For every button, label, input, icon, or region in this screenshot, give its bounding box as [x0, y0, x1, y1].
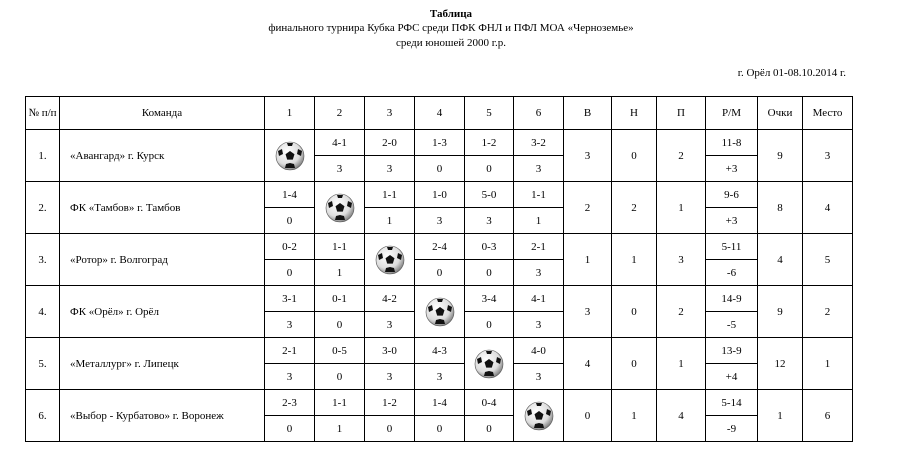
place: 6	[803, 390, 853, 442]
header-opp-1: 1	[265, 97, 315, 130]
row-num: 4.	[26, 286, 60, 338]
self-match-cell	[265, 130, 315, 182]
match-points: 0	[265, 416, 315, 442]
match-score: 4-0	[514, 338, 564, 364]
match-score: 0-3	[465, 234, 514, 260]
team-name: ФК «Тамбов» г. Тамбов	[60, 182, 265, 234]
goals-ratio: 5-11	[706, 234, 758, 260]
table-row	[26, 182, 853, 208]
draws: 0	[612, 286, 657, 338]
losses: 1	[657, 338, 706, 390]
match-score: 4-3	[415, 338, 465, 364]
wins: 3	[564, 130, 612, 182]
header-points: Очки	[758, 97, 803, 130]
header-draws: Н	[612, 97, 657, 130]
table-row	[26, 390, 853, 416]
match-points: 3	[514, 312, 564, 338]
row-num: 5.	[26, 338, 60, 390]
table-row	[26, 286, 853, 312]
match-score: 2-1	[265, 338, 315, 364]
header-place: Место	[803, 97, 853, 130]
losses: 3	[657, 234, 706, 286]
match-score: 1-1	[315, 390, 365, 416]
table-row	[26, 234, 853, 260]
match-score: 1-1	[365, 182, 415, 208]
match-points: 0	[465, 312, 514, 338]
points: 8	[758, 182, 803, 234]
wins: 1	[564, 234, 612, 286]
draws: 1	[612, 234, 657, 286]
goal-difference: -5	[706, 312, 758, 338]
match-points: 1	[315, 416, 365, 442]
points: 12	[758, 338, 803, 390]
row-num: 6.	[26, 390, 60, 442]
goals-ratio: 14-9	[706, 286, 758, 312]
self-match-cell	[514, 390, 564, 442]
row-num: 3.	[26, 234, 60, 286]
goal-difference: +3	[706, 208, 758, 234]
match-points: 0	[365, 416, 415, 442]
losses: 1	[657, 182, 706, 234]
header-losses: П	[657, 97, 706, 130]
match-score: 1-3	[415, 130, 465, 156]
match-score: 0-4	[465, 390, 514, 416]
points: 9	[758, 130, 803, 182]
header-row	[26, 97, 853, 130]
table-title: Таблица	[429, 8, 473, 20]
row-num: 1.	[26, 130, 60, 182]
match-score: 3-0	[365, 338, 415, 364]
match-points: 3	[514, 156, 564, 182]
match-points: 3	[265, 364, 315, 390]
self-match-cell	[315, 182, 365, 234]
match-score: 3-4	[465, 286, 514, 312]
table-subtitle: финального турнира Кубка РФС среди ПФК ФНЛ и ПФЛ МОА «Черноземье»	[268, 22, 634, 34]
match-points: 0	[465, 260, 514, 286]
header-opp-4: 4	[415, 97, 465, 130]
points: 4	[758, 234, 803, 286]
match-score: 2-3	[265, 390, 315, 416]
self-match-cell	[465, 338, 514, 390]
match-points: 3	[365, 364, 415, 390]
header-opp-6: 6	[514, 97, 564, 130]
self-match-cell	[415, 286, 465, 338]
goals-ratio: 13-9	[706, 338, 758, 364]
soccer-ball-icon	[425, 297, 455, 327]
match-score: 3-1	[265, 286, 315, 312]
standings-table	[25, 96, 853, 442]
match-score: 1-0	[415, 182, 465, 208]
goals-ratio: 5-14	[706, 390, 758, 416]
match-points: 3	[514, 364, 564, 390]
place-date: г. Орёл 01-08.10.2014 г.	[737, 67, 846, 79]
match-points: 3	[465, 208, 514, 234]
wins: 0	[564, 390, 612, 442]
match-score: 1-1	[315, 234, 365, 260]
draws: 0	[612, 130, 657, 182]
self-match-cell	[365, 234, 415, 286]
team-name: «Авангард» г. Курск	[60, 130, 265, 182]
match-points: 0	[465, 156, 514, 182]
soccer-ball-icon	[325, 193, 355, 223]
team-name: «Ротор» г. Волгоград	[60, 234, 265, 286]
match-score: 1-4	[265, 182, 315, 208]
place: 4	[803, 182, 853, 234]
place: 3	[803, 130, 853, 182]
header-num: № п/п	[26, 97, 60, 130]
match-score: 4-1	[514, 286, 564, 312]
table-subtitle-age: среди юношей 2000 г.р.	[396, 37, 506, 49]
table-row	[26, 338, 853, 364]
match-points: 3	[514, 260, 564, 286]
losses: 2	[657, 286, 706, 338]
header-wins: В	[564, 97, 612, 130]
losses: 2	[657, 130, 706, 182]
soccer-ball-icon	[474, 349, 504, 379]
goal-difference: +3	[706, 156, 758, 182]
match-points: 0	[415, 260, 465, 286]
match-points: 0	[465, 416, 514, 442]
goals-ratio: 11-8	[706, 130, 758, 156]
match-points: 3	[315, 156, 365, 182]
team-name: ФК «Орёл» г. Орёл	[60, 286, 265, 338]
match-score: 1-2	[465, 130, 514, 156]
soccer-ball-icon	[524, 401, 554, 431]
match-points: 0	[415, 156, 465, 182]
match-score: 2-0	[365, 130, 415, 156]
goals-ratio: 9-6	[706, 182, 758, 208]
place: 1	[803, 338, 853, 390]
wins: 4	[564, 338, 612, 390]
draws: 2	[612, 182, 657, 234]
wins: 3	[564, 286, 612, 338]
header-team: Команда	[60, 97, 265, 130]
soccer-ball-icon	[275, 141, 305, 171]
goal-difference: +4	[706, 364, 758, 390]
match-score: 0-1	[315, 286, 365, 312]
header-goals: Р/М	[706, 97, 758, 130]
match-points: 0	[315, 312, 365, 338]
soccer-ball-icon	[375, 245, 405, 275]
match-score: 4-1	[315, 130, 365, 156]
header-opp-2: 2	[315, 97, 365, 130]
match-points: 3	[365, 156, 415, 182]
match-points: 3	[415, 364, 465, 390]
match-score: 2-4	[415, 234, 465, 260]
goal-difference: -6	[706, 260, 758, 286]
match-points: 0	[265, 208, 315, 234]
goal-difference: -9	[706, 416, 758, 442]
match-points: 0	[415, 416, 465, 442]
place: 2	[803, 286, 853, 338]
match-score: 3-2	[514, 130, 564, 156]
match-score: 4-2	[365, 286, 415, 312]
points: 9	[758, 286, 803, 338]
match-score: 0-2	[265, 234, 315, 260]
points: 1	[758, 390, 803, 442]
draws: 1	[612, 390, 657, 442]
match-points: 3	[415, 208, 465, 234]
match-score: 1-1	[514, 182, 564, 208]
team-name: «Металлург» г. Липецк	[60, 338, 265, 390]
header-opp-5: 5	[465, 97, 514, 130]
losses: 4	[657, 390, 706, 442]
match-points: 1	[315, 260, 365, 286]
header-opp-3: 3	[365, 97, 415, 130]
match-points: 3	[265, 312, 315, 338]
match-points: 0	[315, 364, 365, 390]
wins: 2	[564, 182, 612, 234]
match-score: 5-0	[465, 182, 514, 208]
place: 5	[803, 234, 853, 286]
match-score: 2-1	[514, 234, 564, 260]
match-points: 3	[365, 312, 415, 338]
match-points: 1	[514, 208, 564, 234]
match-score: 0-5	[315, 338, 365, 364]
match-points: 1	[365, 208, 415, 234]
table-row	[26, 130, 853, 156]
row-num: 2.	[26, 182, 60, 234]
match-score: 1-4	[415, 390, 465, 416]
team-name: «Выбор - Курбатово» г. Воронеж	[60, 390, 265, 442]
draws: 0	[612, 338, 657, 390]
match-score: 1-2	[365, 390, 415, 416]
match-points: 0	[265, 260, 315, 286]
